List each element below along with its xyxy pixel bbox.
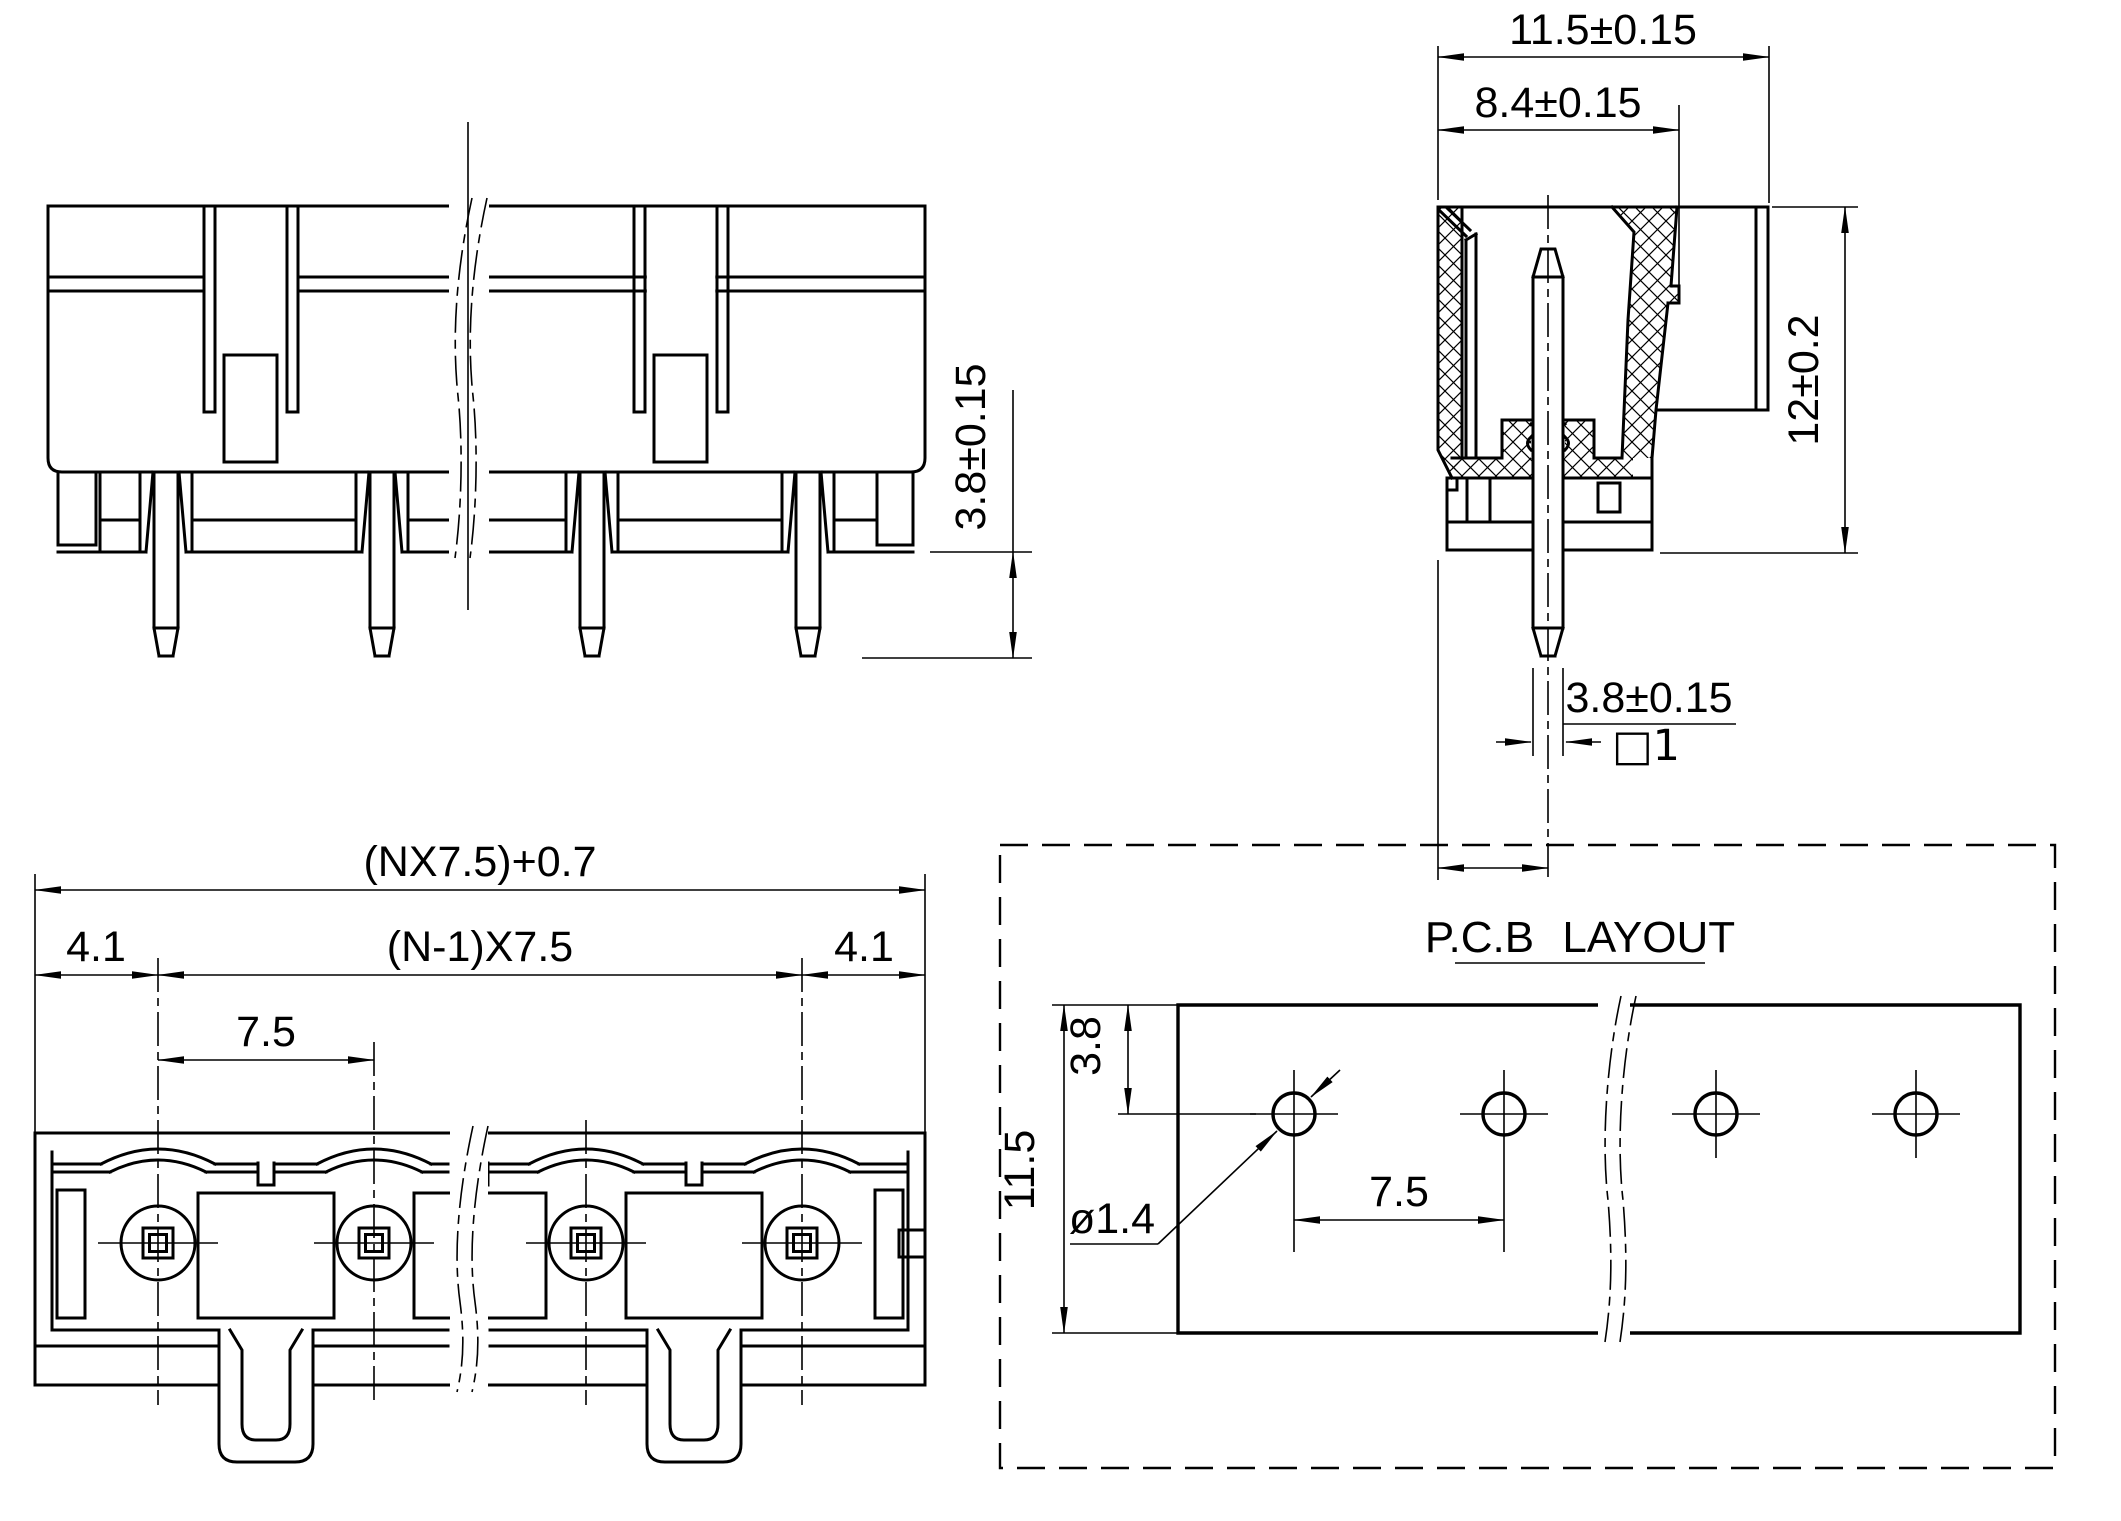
top-dim-pitch-text: 7.5 <box>236 1008 296 1056</box>
front-latch-b <box>654 355 707 462</box>
front-dim-pin-length <box>862 363 1032 658</box>
side-contact-right-hatch <box>1565 420 1594 458</box>
side-dim-height <box>1660 207 1858 553</box>
side-dim-pin-offset-text: 3.8±0.15 <box>1565 674 1733 722</box>
front-slot-b <box>634 206 728 412</box>
top-dim-margin-left-text: 4.1 <box>66 923 126 971</box>
side-dim-total-width-text: 11.5±0.15 <box>1509 6 1697 54</box>
side-dim-pin-offset <box>1438 560 1736 880</box>
side-outline <box>1438 207 1768 550</box>
side-dim-plug-width-text: 8.4±0.15 <box>1474 79 1642 127</box>
pcb-dim-hole-offset-text: 3.8 <box>1062 1016 1110 1076</box>
pcb-dim-hole-dia-text: ø1.4 <box>1068 1195 1156 1243</box>
top-dim-margin-right-text: 4.1 <box>834 923 894 971</box>
pcb-layout-title: P.C.B LAYOUT <box>1424 913 1736 962</box>
front-view <box>48 122 1032 658</box>
side-view <box>1438 6 1858 880</box>
pcb-layout <box>996 845 2055 1468</box>
front-break-erase <box>449 198 489 560</box>
top-dim-total-length-text: (NX7.5)+0.7 <box>363 838 597 886</box>
pcb-dim-hole-pitch-text: 7.5 <box>1369 1168 1429 1216</box>
pcb-dim-board-width-text: 11.5 <box>996 1129 1044 1211</box>
top-view <box>35 838 925 1462</box>
front-slot-a <box>204 206 298 412</box>
top-break-erase <box>450 1126 488 1392</box>
front-latch-a <box>224 355 277 462</box>
top-dims <box>35 838 925 1133</box>
side-left-wall-hatch <box>1438 207 1462 478</box>
front-dim-pin-length-text: 3.8±0.15 <box>947 363 995 531</box>
side-dim-pin-square-text: □1 <box>1612 721 1680 771</box>
side-contact-left-hatch <box>1502 420 1531 458</box>
side-dim-height-text: 12±0.2 <box>1780 314 1828 446</box>
top-dim-pin-span-text: (N-1)X7.5 <box>386 923 574 971</box>
side-right-wall-hatch <box>1612 207 1679 458</box>
